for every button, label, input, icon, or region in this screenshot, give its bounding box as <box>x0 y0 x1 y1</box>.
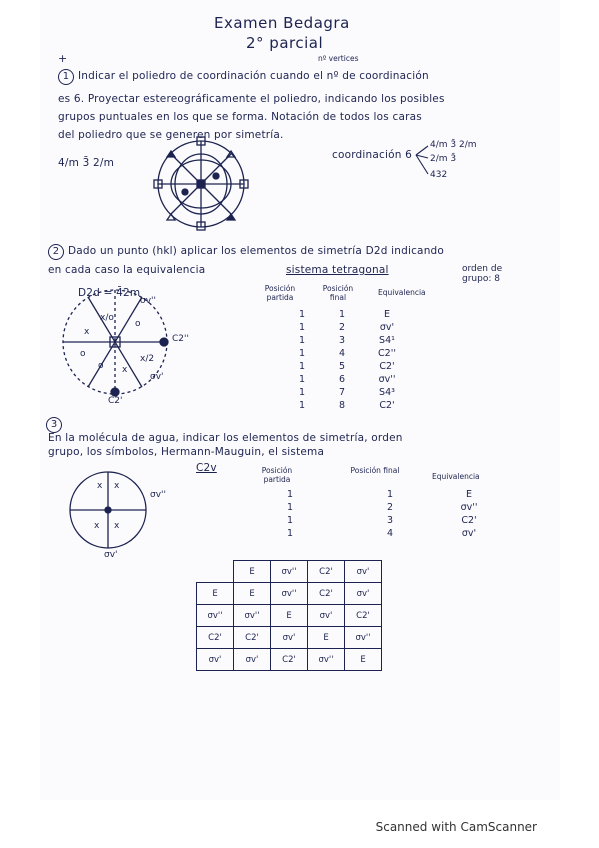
table-row <box>197 649 382 671</box>
table-cell: σv' <box>271 627 308 649</box>
q1-line2: es 6. Proyectar estereográficamente el poliedro, indicando los posibles <box>58 93 445 105</box>
q2-label-right: C2'' <box>172 334 189 344</box>
q3-multiplication-table <box>196 560 382 671</box>
table-row <box>197 583 382 605</box>
table-cell: σv' <box>345 561 382 583</box>
q3-col-eq: E σv'' C2' σv' <box>460 489 478 539</box>
q3-col-start: 1 1 1 1 <box>286 489 294 539</box>
q2-system: sistema tetragonal <box>286 264 389 276</box>
q3-line1: En la molécula de agua, indicar los elementos de simetría, orden <box>48 432 403 444</box>
svg-text:o: o <box>98 361 104 371</box>
table-cell: C2' <box>234 627 271 649</box>
table-cell: C2' <box>308 583 345 605</box>
q2-label-top: σv'' <box>140 296 156 306</box>
table-cell: σv' <box>345 583 382 605</box>
table-row <box>197 605 382 627</box>
table-cell: E <box>234 583 271 605</box>
exam-title: Examen Bedagra <box>214 14 350 32</box>
table-cell: C2' <box>345 605 382 627</box>
table-cell: C2' <box>271 649 308 671</box>
q2-col-end: 1 2 3 4 5 6 7 8 <box>338 309 346 411</box>
table-cell: E <box>197 583 234 605</box>
q3-label-right: σv'' <box>150 490 166 500</box>
q1-line3: grupos puntuales en los que se forma. Notación de todos los caras <box>58 111 422 123</box>
q3-col-end: 1 2 3 4 <box>386 489 394 539</box>
q1-group-1: 4/m 3̄ 2/m <box>430 140 477 150</box>
scanner-watermark: Scanned with CamScanner <box>375 820 537 834</box>
table-cell: E <box>308 627 345 649</box>
q3-header-start: Posición partida <box>261 466 293 484</box>
q2-header-eq: Equivalencia <box>378 288 426 297</box>
q1-group-2: 2/m 3̄ <box>430 154 457 164</box>
q3-header-eq: Equivalencia <box>432 472 480 481</box>
q2-col-eq: E σv' S4¹ C2'' C2' σv'' S4³ C2' <box>378 309 396 411</box>
q1-number: 1 <box>58 69 74 85</box>
table-cell: σv'' <box>345 627 382 649</box>
q2-line1: 2 Dado un punto (hkl) aplicar los elementos de simetría D2d indicando <box>48 244 444 260</box>
q2-header-end: Posición final <box>322 284 354 302</box>
q1-group-3: 432 <box>430 170 448 180</box>
svg-text:x: x <box>114 521 120 531</box>
table-cell: σv' <box>308 605 345 627</box>
table-cell: E <box>234 561 271 583</box>
q2-col-start: 1 1 1 1 1 1 1 1 <box>298 309 306 411</box>
q1-line4: del poliedro que se generen por simetría. <box>58 129 284 141</box>
svg-text:x: x <box>84 327 90 337</box>
plus-mark: + <box>58 52 68 65</box>
svg-text:x: x <box>94 521 100 531</box>
q2-label-bottomright: σv' <box>150 372 164 382</box>
svg-text:o: o <box>135 319 141 329</box>
svg-text:x: x <box>114 481 120 491</box>
q2-number: 2 <box>48 244 64 260</box>
table-row <box>197 627 382 649</box>
table-cell: σv'' <box>271 561 308 583</box>
q2-header-start: Posición partida <box>264 284 296 302</box>
q2-d2d-label: D2d = 4̄2m <box>78 287 141 299</box>
svg-text:x: x <box>97 481 103 491</box>
q3-line2: grupo, los símbolos, Hermann-Mauguin, el sistema <box>48 446 325 458</box>
table-cell: C2' <box>197 627 234 649</box>
table-cell: E <box>271 605 308 627</box>
q2-line2: en cada caso la equivalencia <box>48 264 206 276</box>
table-row <box>197 561 382 583</box>
q1-coord-label: coordinación 6 <box>332 149 413 161</box>
table-cell: σv'' <box>197 605 234 627</box>
q2-label-midright: x/2 <box>140 354 155 364</box>
table-cell <box>197 561 234 583</box>
q2-order: orden de grupo: 8 <box>462 264 503 284</box>
svg-text:o: o <box>80 349 86 359</box>
table-cell: E <box>345 649 382 671</box>
exam-subtitle: 2° parcial <box>246 34 324 52</box>
q1-line1: 1 Indicar el poliedro de coordinación cuando el nº de coordinación <box>58 69 429 85</box>
side-note: nº vertices <box>318 54 359 63</box>
q3-group: C2v <box>196 462 217 474</box>
q1-formula: 4/m 3̄ 2/m <box>58 157 115 169</box>
table-cell: C2' <box>308 561 345 583</box>
table-cell: σv'' <box>308 649 345 671</box>
svg-text:x: x <box>122 365 128 375</box>
q3-label-bottom: σv' <box>104 550 118 560</box>
svg-text:x/o: x/o <box>100 313 114 323</box>
table-cell: σv' <box>197 649 234 671</box>
q2-label-bottom: C2' <box>108 396 123 406</box>
table-cell: σv'' <box>234 605 271 627</box>
table-cell: σv'' <box>271 583 308 605</box>
q3-number: 3 <box>46 417 62 433</box>
q3-header-end: Posición final <box>350 466 400 475</box>
table-cell: σv' <box>234 649 271 671</box>
